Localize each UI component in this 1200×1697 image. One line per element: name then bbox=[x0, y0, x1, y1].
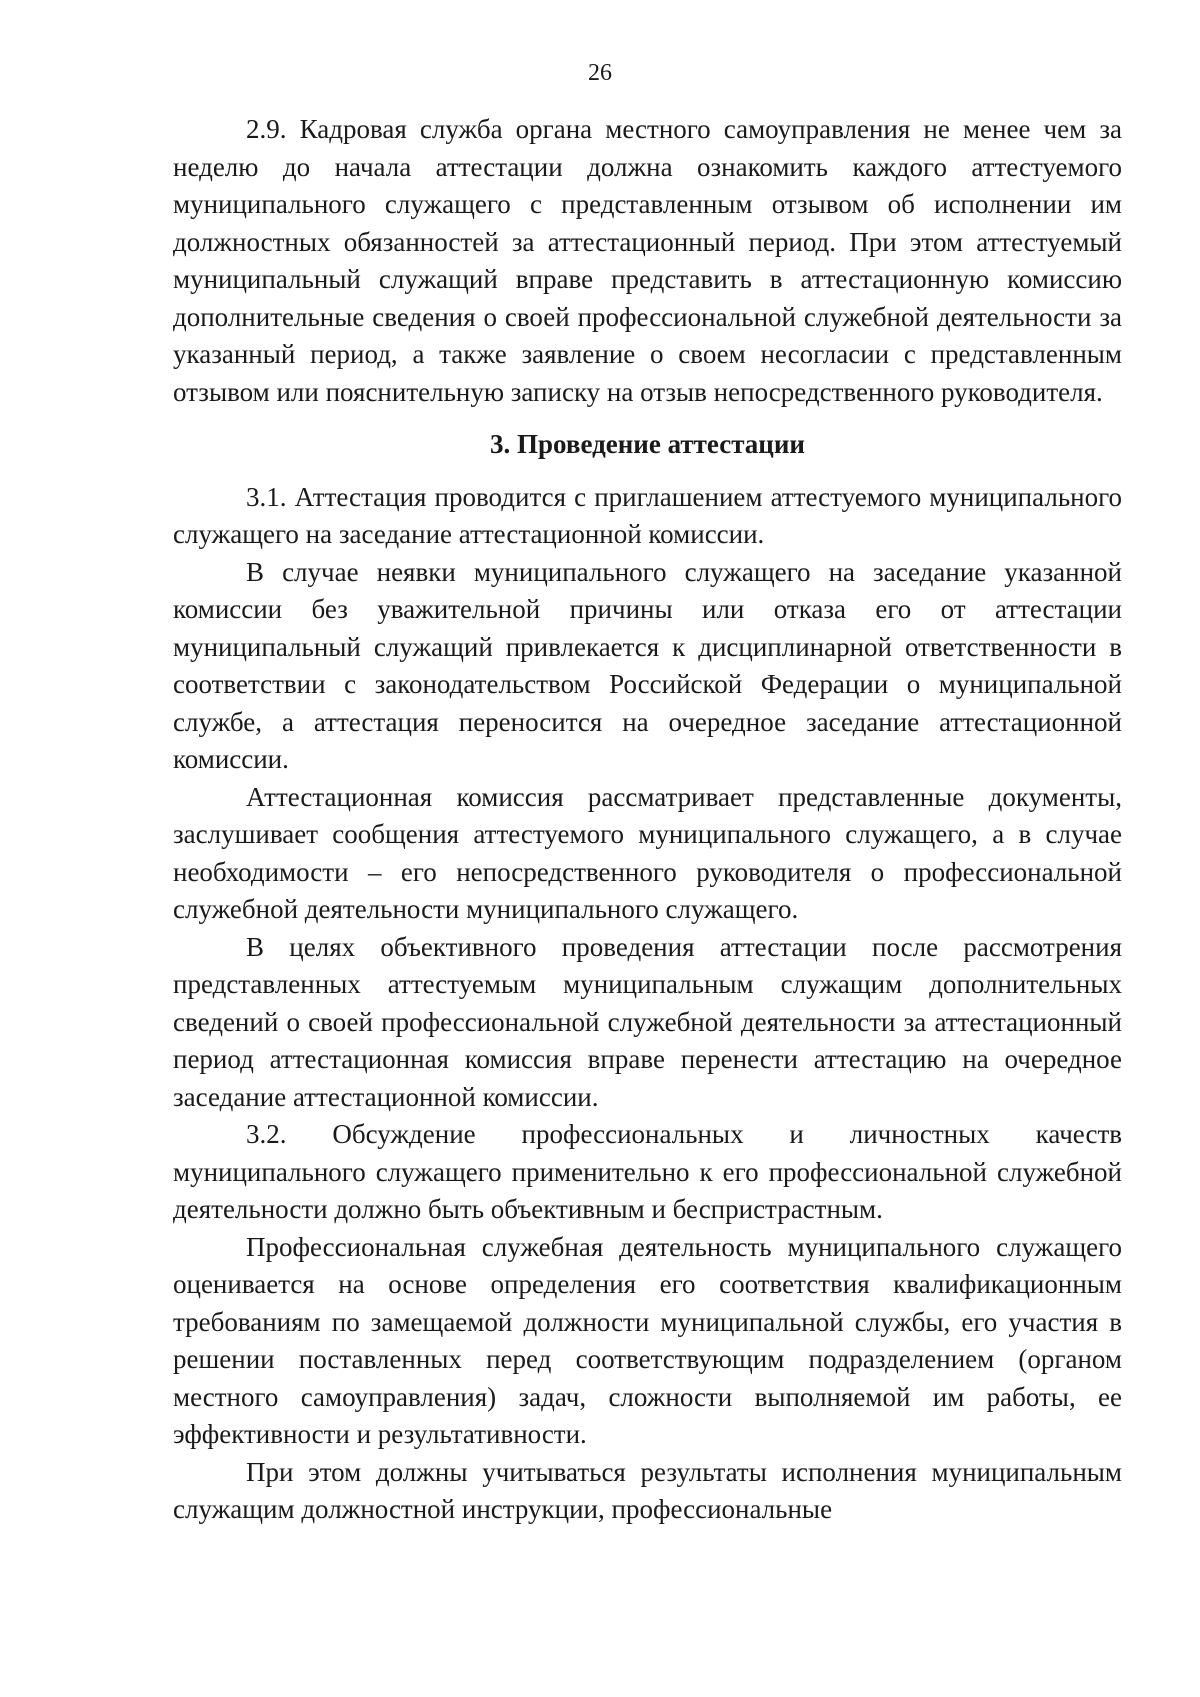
paragraph: В целях объективного проведения аттестации после рассмотрения представленных аттестуемым муниципальным служащим дополнительных сведений о своей профессиональной служебной деятельности за аттестационный период аттестационная комиссия вправе перенести аттестацию на очередное заседание аттестационной комиссии. bbox=[173, 931, 1122, 1112]
paragraph: Аттестационная комиссия рассматривает представленные документы, заслушивает сообщения аттестуемого муниципального служащего, а в случае необходимости – его непосредственного руководителя о профессиональной служебной деятельности муниципального служащего. bbox=[173, 781, 1122, 924]
paragraph-2-9: 2.9. Кадровая служба органа местного самоуправления не менее чем за неделю до начала аттестации должна ознакомить каждого аттестуемого муниципального служащего с представленным отзывом об исполнении им должностных обязанностей за аттестационный период. При этом аттестуемый муниципальный служащий вправе представить в аттестационную комиссию дополнительные сведения о своей профессиональной служебной деятельности за указанный период, а также заявление о своем несогласии с представленным отзывом или пояснительную записку на отзыв непосредственного руководителя. bbox=[173, 114, 1122, 407]
paragraph-3-1: 3.1. Аттестация проводится с приглашением аттестуемого муниципального служащего на заседание аттестационной комиссии. bbox=[173, 481, 1122, 549]
paragraph: В случае неявки муниципального служащего на заседание указанной комиссии без уважительной причины или отказа его от аттестации муниципальный служащий привлекается к дисциплинарной ответственности в соответствии с законодательством Российской Федерации о муниципальной службе, а аттестация переносится на очередное заседание аттестационной комиссии. bbox=[173, 556, 1122, 774]
page-number: 26 bbox=[588, 60, 612, 86]
paragraph-3-2: 3.2. Обсуждение профессиональных и личностных качеств муниципального служащего применительно к его профессиональной служебной деятельности должно быть объективным и беспристрастным. bbox=[173, 1119, 1122, 1224]
document-body bbox=[173, 111, 1122, 1529]
paragraph: Профессиональная служебная деятельность муниципального служащего оценивается на основе определения его соответствия квалификационным требованиям по замещаемой должности муниципальной службы, его участия в решении поставленных перед соответствующим подразделением (органом местного самоуправления) задач, сложности выполняемой им работы, ее эффективности и результативности. bbox=[173, 1231, 1122, 1449]
paragraph-continued: При этом должны учитываться результаты исполнения муниципальным служащим должностной инструкции, профессиональные bbox=[173, 1456, 1122, 1524]
section-heading: 3. Проведение аттестации bbox=[490, 429, 805, 459]
